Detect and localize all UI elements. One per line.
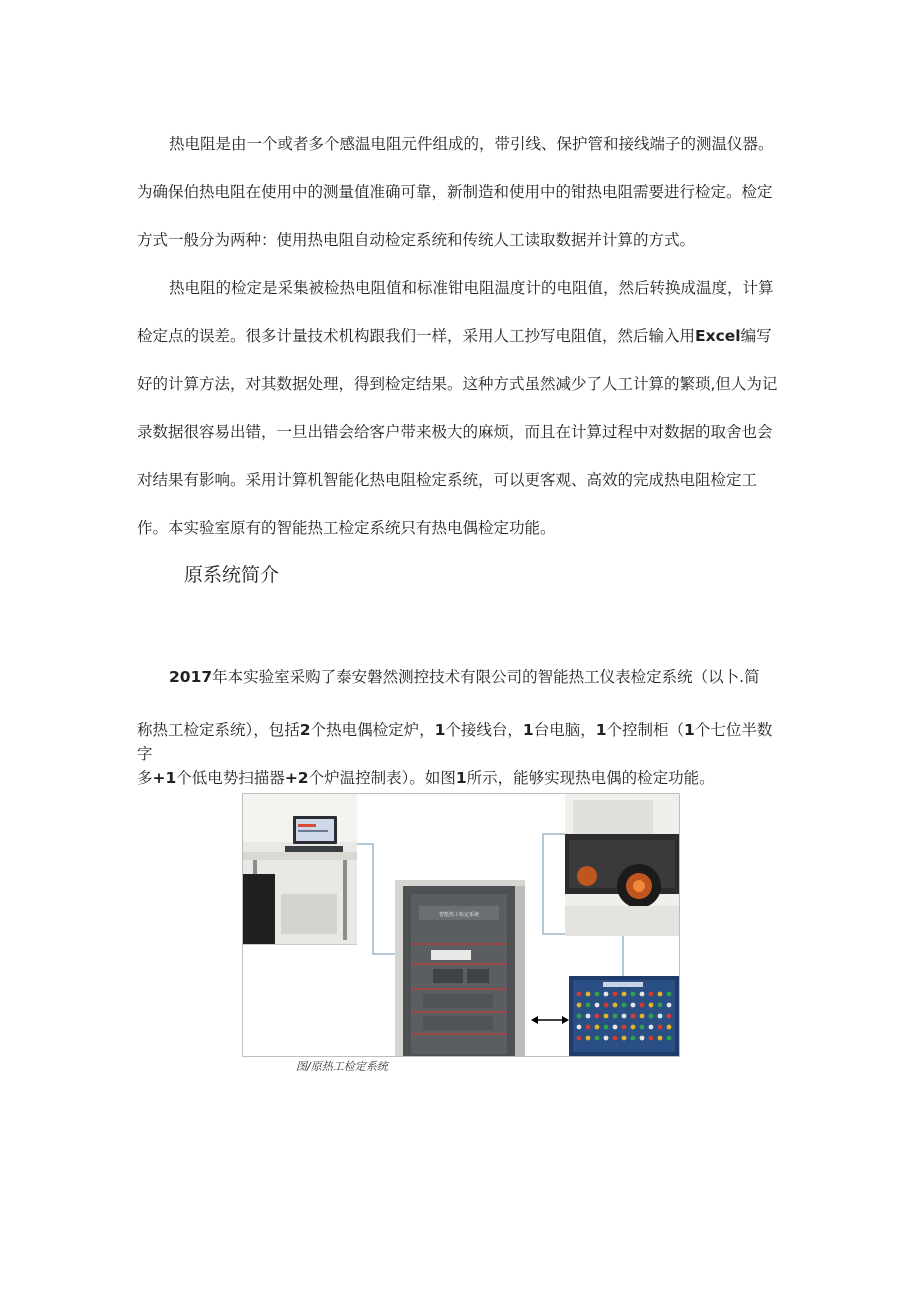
terminal-dot bbox=[640, 1014, 645, 1019]
line3-text-c: 个炉温控制表）。如图 bbox=[308, 769, 456, 787]
terminal-dot bbox=[658, 1025, 663, 1030]
terminal-dot bbox=[622, 1014, 627, 1019]
terminal-dot bbox=[640, 1036, 645, 1041]
system-figure bbox=[242, 793, 680, 1057]
paragraph-system-line2 bbox=[137, 718, 787, 790]
count-multimeter: 1 bbox=[684, 721, 695, 739]
terminal-dot bbox=[613, 1025, 618, 1030]
connector-line-right bbox=[543, 834, 565, 934]
terminal-dot bbox=[640, 1003, 645, 1008]
terminal-dot bbox=[613, 1036, 618, 1041]
terminal-dot bbox=[577, 1003, 582, 1008]
terminal-dot bbox=[613, 992, 618, 997]
terminal-dot bbox=[595, 1036, 600, 1041]
terminal-dot bbox=[640, 1025, 645, 1030]
line1-text: 年本实验室采购了泰安磐然测控技术有限公司的智能热工仪表检定系统（以卜.简 bbox=[212, 668, 760, 686]
terminal-dot bbox=[649, 992, 654, 997]
terminal-dot bbox=[658, 1036, 663, 1041]
terminal-dot bbox=[586, 1014, 591, 1019]
terminal-dot bbox=[658, 1014, 663, 1019]
terminal-dot bbox=[586, 1025, 591, 1030]
terminal-dot bbox=[658, 1003, 663, 1008]
terminal-dot bbox=[667, 1003, 672, 1008]
terminal-dot bbox=[595, 992, 600, 997]
line2-text-b: 个热电偶检定炉， bbox=[310, 721, 435, 739]
terminal-dot bbox=[658, 992, 663, 997]
terminal-dot bbox=[631, 1025, 636, 1030]
line3-text-a: 多 bbox=[137, 769, 153, 787]
excel-term: Excel bbox=[695, 327, 741, 345]
line3-text-d: 所示，能够实现热电偶的检定功能。 bbox=[466, 769, 715, 787]
terminal-dot bbox=[613, 1003, 618, 1008]
terminal-dot bbox=[577, 1014, 582, 1019]
terminal-dot bbox=[631, 1014, 636, 1019]
terminal-dot bbox=[649, 1014, 654, 1019]
terminal-dot bbox=[622, 1003, 627, 1008]
terminal-dot bbox=[577, 992, 582, 997]
count-furnaces: 2 bbox=[299, 721, 311, 739]
line2-text-c: 个接线台， bbox=[445, 721, 523, 739]
count-cabinet: 1 bbox=[595, 721, 607, 739]
paragraph-verification-part-a: 热电阻的检定是采集被检热电阻值和标准钳电阻温度计的电阻值，然后转换成温度，计算检定点的误差。很多计量技术机构跟我们一样，采用人工抄写电阻值，然后输入用 bbox=[137, 279, 774, 345]
section-heading: 原系统简介 bbox=[184, 564, 280, 586]
terminal-dot bbox=[604, 1003, 609, 1008]
terminal-dot bbox=[586, 1036, 591, 1041]
terminal-dot bbox=[622, 1025, 627, 1030]
figure-caption: 图/原热工检定系统 bbox=[296, 1060, 388, 1073]
line3-text-b: 个低电势扫描器 bbox=[176, 769, 285, 787]
terminal-dot bbox=[667, 992, 672, 997]
terminal-dot bbox=[595, 1014, 600, 1019]
terminal-dot bbox=[622, 1036, 627, 1041]
terminal-dot bbox=[649, 1036, 654, 1041]
paragraph-system-line1 bbox=[137, 666, 787, 688]
connector-line-left bbox=[357, 844, 397, 954]
terminal-dot bbox=[649, 1003, 654, 1008]
terminal-dot bbox=[604, 1036, 609, 1041]
control-cabinet-photo bbox=[395, 880, 525, 1056]
double-arrow bbox=[531, 1016, 569, 1024]
furnace-photo bbox=[565, 794, 679, 936]
paragraph-verification-part-b: 编写好的计算方法，对其数据处理，得到检定结果。这种方式虽然减少了人工计算的繁琐,但人为记录数据很容易出错，一旦出错会给客户带来极大的麻烦，而且在计算过程中对数据的取舍也会对结果有影响。采用计算机智能化热电阻检定系统，可以更客观、高效的完成热电阻检定工作。本实验室原有的智能热工检定系统只有热电偶检定功能。 bbox=[137, 327, 778, 537]
terminal-dot bbox=[631, 992, 636, 997]
terminal-dot bbox=[586, 1003, 591, 1008]
figure-illustration bbox=[243, 794, 679, 1056]
paragraph-verification bbox=[137, 264, 787, 552]
line2-text-d: 台电脑， bbox=[533, 721, 596, 739]
terminal-dot bbox=[604, 992, 609, 997]
line2-text-f: 个七位半数字 bbox=[137, 721, 773, 763]
count-computer: 1 bbox=[522, 721, 534, 739]
terminal-dot bbox=[586, 992, 591, 997]
terminal-dot bbox=[604, 1025, 609, 1030]
count-controllers: +2 bbox=[284, 769, 309, 787]
cabinet-label: 智能热工检定系统 bbox=[438, 912, 480, 918]
terminal-dot bbox=[631, 1003, 636, 1008]
terminal-dot bbox=[631, 1036, 636, 1041]
terminal-dot bbox=[577, 1025, 582, 1030]
terminal-dot bbox=[595, 1003, 600, 1008]
terminal-dot bbox=[613, 1014, 618, 1019]
count-terminal: 1 bbox=[434, 721, 446, 739]
terminal-dot bbox=[667, 1036, 672, 1041]
terminal-dot bbox=[595, 1025, 600, 1030]
terminal-dot bbox=[577, 1036, 582, 1041]
line2-text-e: 个控制柜（ bbox=[606, 721, 685, 739]
terminal-dot bbox=[667, 1025, 672, 1030]
terminal-dot bbox=[640, 992, 645, 997]
count-scanner: +1 bbox=[152, 769, 177, 787]
terminal-dot bbox=[649, 1025, 654, 1030]
computer-photo bbox=[243, 794, 357, 1056]
terminal-dot bbox=[667, 1014, 672, 1019]
figure-ref-number: 1 bbox=[455, 769, 467, 787]
terminal-dot bbox=[622, 992, 627, 997]
paragraph-intro: 热电阻是由一个或者多个感温电阻元件组成的，带引线、保护管和接线端子的测温仪器。为确保伯热电阻在使用中的测量值准确可靠，新制造和使用中的钳热电阻需要进行检定。检定方式一般分为两种：使用热电阻自动检定系统和传统人工读取数据并计算的方式。 bbox=[137, 135, 774, 249]
terminal-dot bbox=[604, 1014, 609, 1019]
line2-text-a: 称热工检定系统），包括 bbox=[137, 721, 300, 739]
year-value: 2017 bbox=[169, 668, 213, 686]
